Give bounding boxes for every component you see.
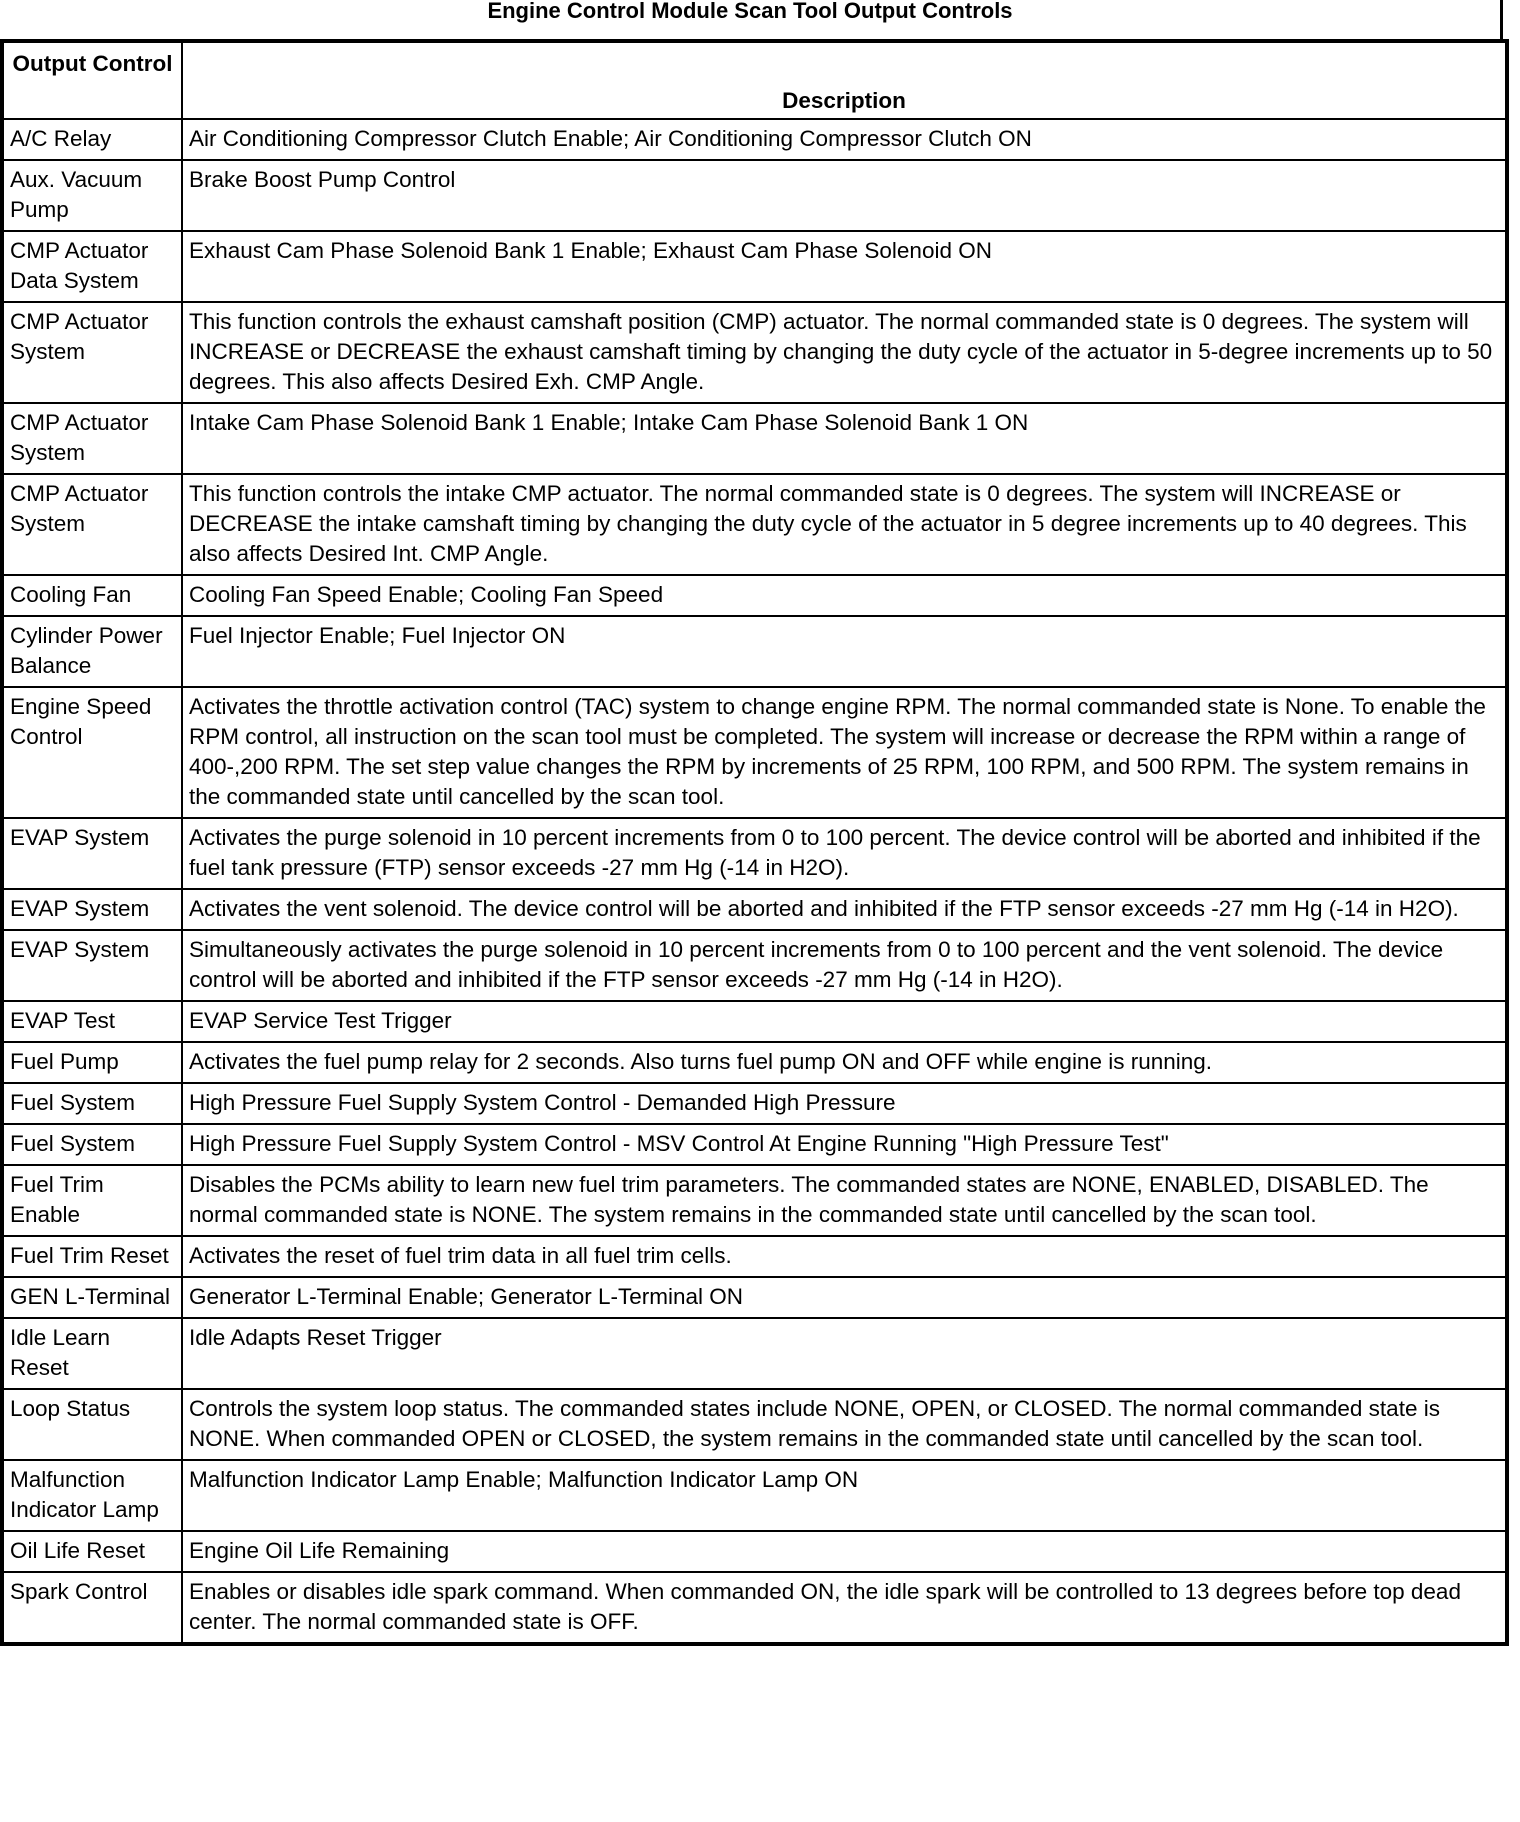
description-cell: Activates the fuel pump relay for 2 seconds. Also turns fuel pump ON and OFF while engine is running.: [182, 1042, 1507, 1083]
output-control-cell: Engine Speed Control: [2, 687, 182, 818]
description-cell: Disables the PCMs ability to learn new fuel trim parameters. The commanded states are NONE, ENABLED, DISABLED. The normal commanded state is NONE. The system remains in the commanded state until cancelled by the scan tool.: [182, 1165, 1507, 1236]
description-cell: Simultaneously activates the purge solenoid in 10 percent increments from 0 to 100 percent and the vent solenoid. The device control will be aborted and inhibited if the FTP sensor exceeds -27 mm Hg (-14 in H2O).: [182, 930, 1507, 1001]
description-cell: Activates the purge solenoid in 10 percent increments from 0 to 100 percent. The device control will be aborted and inhibited if the fuel tank pressure (FTP) sensor exceeds -27 mm Hg (-14 in H2O).: [182, 818, 1507, 889]
output-control-cell: EVAP System: [2, 930, 182, 1001]
description-cell: Air Conditioning Compressor Clutch Enable; Air Conditioning Compressor Clutch ON: [182, 119, 1507, 160]
description-cell: EVAP Service Test Trigger: [182, 1001, 1507, 1042]
table-row: [2, 616, 1507, 687]
output-control-cell: Fuel Pump: [2, 1042, 182, 1083]
output-control-cell: CMP Actuator System: [2, 474, 182, 575]
description-cell: Generator L-Terminal Enable; Generator L-Terminal ON: [182, 1277, 1507, 1318]
output-control-cell: Idle Learn Reset: [2, 1318, 182, 1389]
table-row: [2, 1531, 1507, 1572]
output-control-cell: CMP Actuator System: [2, 403, 182, 474]
output-control-cell: Aux. Vacuum Pump: [2, 160, 182, 231]
table-row: [2, 930, 1507, 1001]
table-body: [2, 119, 1507, 1644]
table-row: [2, 1277, 1507, 1318]
description-cell: Brake Boost Pump Control: [182, 160, 1507, 231]
output-control-cell: GEN L-Terminal: [2, 1277, 182, 1318]
description-cell: Enables or disables idle spark command. When commanded ON, the idle spark will be controlled to 13 degrees before top dead center. The normal commanded state is OFF.: [182, 1572, 1507, 1644]
description-cell: Activates the vent solenoid. The device control will be aborted and inhibited if the FTP sensor exceeds -27 mm Hg (-14 in H2O).: [182, 889, 1507, 930]
header-output-control: Output Control: [2, 41, 182, 119]
header-description: Description: [182, 41, 1507, 119]
output-control-cell: EVAP Test: [2, 1001, 182, 1042]
output-control-cell: EVAP System: [2, 818, 182, 889]
description-cell: Cooling Fan Speed Enable; Cooling Fan Speed: [182, 575, 1507, 616]
table-row: [2, 687, 1507, 818]
table-row: [2, 1042, 1507, 1083]
output-control-cell: Fuel System: [2, 1083, 182, 1124]
output-control-cell: CMP Actuator System: [2, 302, 182, 403]
description-cell: This function controls the exhaust camshaft position (CMP) actuator. The normal commanded state is 0 degrees. The system will INCREASE or DECREASE the exhaust camshaft timing by changing the duty cycle of the actuator in 5-degree increments up to 50 degrees. This also affects Desired Exh. CMP Angle.: [182, 302, 1507, 403]
table-row: [2, 403, 1507, 474]
table-row: [2, 160, 1507, 231]
page-border: [1500, 0, 1503, 41]
table-row: [2, 1124, 1507, 1165]
output-controls-table: [0, 39, 1509, 1646]
output-control-cell: Oil Life Reset: [2, 1531, 182, 1572]
output-control-cell: Spark Control: [2, 1572, 182, 1644]
table-row: [2, 1572, 1507, 1644]
description-cell: Controls the system loop status. The commanded states include NONE, OPEN, or CLOSED. The normal commanded state is NONE. When commanded OPEN or CLOSED, the system remains in the commanded state until cancelled by the scan tool.: [182, 1389, 1507, 1460]
output-control-cell: Fuel System: [2, 1124, 182, 1165]
description-cell: Idle Adapts Reset Trigger: [182, 1318, 1507, 1389]
table-row: [2, 1083, 1507, 1124]
description-cell: Malfunction Indicator Lamp Enable; Malfunction Indicator Lamp ON: [182, 1460, 1507, 1531]
table-row: [2, 818, 1507, 889]
table-row: [2, 1318, 1507, 1389]
table-row: [2, 302, 1507, 403]
table-row: [2, 1001, 1507, 1042]
description-cell: This function controls the intake CMP actuator. The normal commanded state is 0 degrees. The system will INCREASE or DECREASE the intake camshaft timing by changing the duty cycle of the actuator in 5 degree increments up to 40 degrees. This also affects Desired Int. CMP Angle.: [182, 474, 1507, 575]
table-row: [2, 1236, 1507, 1277]
page-title: Engine Control Module Scan Tool Output Controls: [487, 0, 1013, 23]
description-cell: Intake Cam Phase Solenoid Bank 1 Enable; Intake Cam Phase Solenoid Bank 1 ON: [182, 403, 1507, 474]
description-cell: High Pressure Fuel Supply System Control - MSV Control At Engine Running "High Pressure Test": [182, 1124, 1507, 1165]
table-row: [2, 1165, 1507, 1236]
description-cell: Exhaust Cam Phase Solenoid Bank 1 Enable; Exhaust Cam Phase Solenoid ON: [182, 231, 1507, 302]
table-row: [2, 474, 1507, 575]
description-cell: High Pressure Fuel Supply System Control - Demanded High Pressure: [182, 1083, 1507, 1124]
output-control-cell: Malfunction Indicator Lamp: [2, 1460, 182, 1531]
description-cell: Fuel Injector Enable; Fuel Injector ON: [182, 616, 1507, 687]
output-control-cell: EVAP System: [2, 889, 182, 930]
table-row: [2, 1460, 1507, 1531]
output-control-cell: Cylinder Power Balance: [2, 616, 182, 687]
output-control-cell: CMP Actuator Data System: [2, 231, 182, 302]
description-cell: Activates the reset of fuel trim data in all fuel trim cells.: [182, 1236, 1507, 1277]
output-control-cell: Loop Status: [2, 1389, 182, 1460]
output-control-cell: A/C Relay: [2, 119, 182, 160]
description-cell: Activates the throttle activation control (TAC) system to change engine RPM. The normal commanded state is None. To enable the RPM control, all instruction on the scan tool must be completed. The system will increase or decrease the RPM within a range of 400-,200 RPM. The set step value changes the RPM by increments of 25 RPM, 100 RPM, and 500 RPM. The system remains in the commanded state until cancelled by the scan tool.: [182, 687, 1507, 818]
header-row: [2, 41, 1507, 119]
description-cell: Engine Oil Life Remaining: [182, 1531, 1507, 1572]
table-row: [2, 1389, 1507, 1460]
table-row: [2, 575, 1507, 616]
output-control-cell: Cooling Fan: [2, 575, 182, 616]
output-control-cell: Fuel Trim Reset: [2, 1236, 182, 1277]
output-control-cell: Fuel Trim Enable: [2, 1165, 182, 1236]
table-row: [2, 119, 1507, 160]
table-row: [2, 231, 1507, 302]
table-row: [2, 889, 1507, 930]
